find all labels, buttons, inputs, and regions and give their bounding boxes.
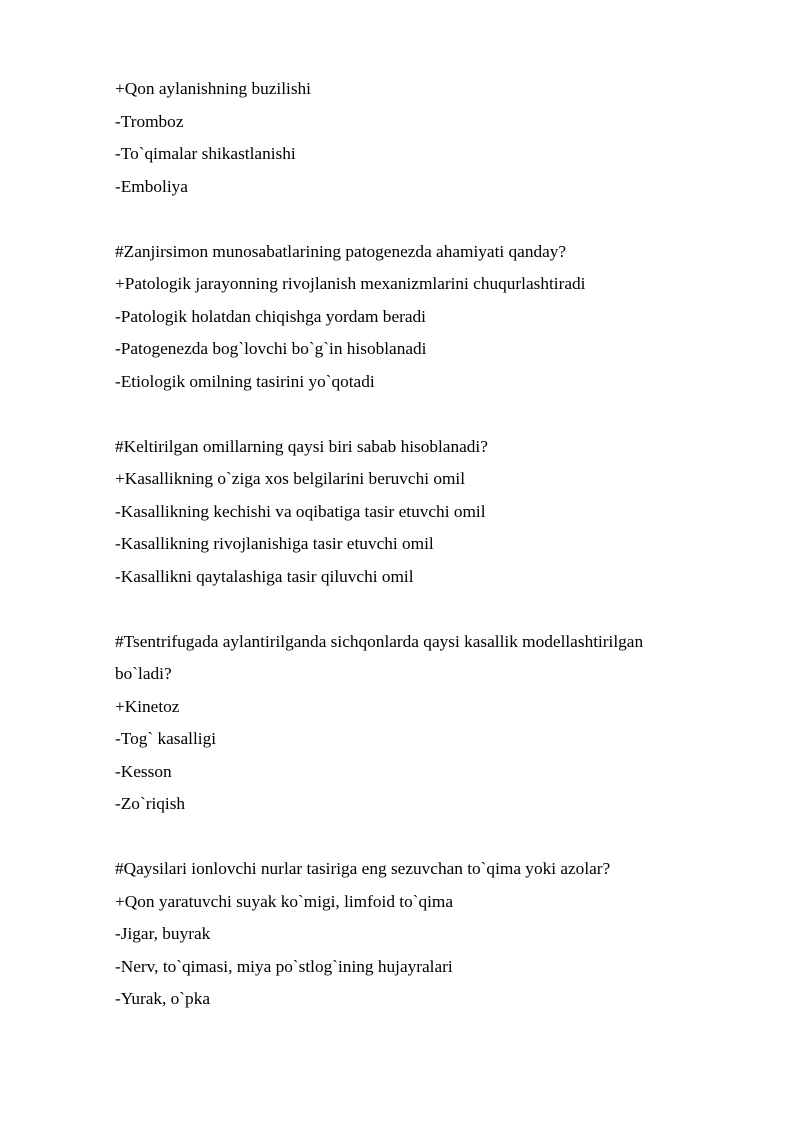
answer-option: -Kasallikning rivojlanishiga tasir etuvchi omil [115, 534, 434, 553]
answer-option: -Patologik holatdan chiqishga yordam beradi [115, 306, 426, 326]
answer-option: -Etiologik omilning tasirini yo`qotadi [115, 371, 375, 391]
answer-option: -Tromboz [115, 111, 184, 131]
question-block [115, 73, 715, 203]
answer-option: -Emboliya [115, 176, 188, 196]
question-block [115, 431, 715, 594]
answer-correct: +Patologik jarayonning rivojlanish mexanizmlarini chuqurlashtiradi [115, 274, 586, 293]
answer-correct: +Kasallikning o`ziga xos belgilarini beruvchi omil [115, 469, 466, 488]
answer-option: -Jigar, buyrak [115, 924, 211, 943]
answer-option: -Kasallikning kechishi va oqibatiga tasir etuvchi omil [115, 501, 486, 521]
answer-option: -Kesson [115, 761, 172, 781]
answer-option: -To`qimalar shikastlanishi [115, 144, 296, 163]
question-block [115, 626, 715, 821]
question-block [115, 236, 715, 399]
answer-correct: +Qon yaratuvchi suyak ko`migi, limfoid to`qima [115, 891, 454, 911]
question-text: #Tsentrifugada aylantirilganda sichqonlarda qaysi kasallik modellashtirilgan [115, 631, 644, 651]
answer-correct: +Kinetoz [115, 696, 180, 716]
spacer [115, 593, 715, 626]
answer-option: -Patogenezda bog`lovchi bo`g`in hisoblanadi [115, 339, 427, 358]
spacer [115, 398, 715, 431]
answer-option: -Tog` kasalligi [115, 729, 217, 748]
question-text: #Keltirilgan omillarning qaysi biri sabab hisoblanadi? [115, 436, 488, 456]
spacer [115, 821, 715, 854]
answer-option: -Kasallikni qaytalashiga tasir qiluvchi omil [115, 566, 414, 586]
answer-option: -Zo`riqish [115, 794, 186, 813]
question-text: #Qaysilari ionlovchi nurlar tasiriga eng sezuvchan to`qima yoki azolar? [115, 859, 611, 878]
document-page [115, 73, 715, 1016]
answer-correct: +Qon aylanishning buzilishi [115, 79, 311, 98]
question-block [115, 853, 715, 1016]
answer-option: -Nerv, to`qimasi, miya po`stlog`ining hujayralari [115, 956, 453, 976]
question-text-continuation: bo`ladi? [115, 664, 172, 683]
answer-option: -Yurak, o`pka [115, 989, 211, 1008]
spacer [115, 203, 715, 236]
question-text: #Zanjirsimon munosabatlarining patogenezda ahamiyati qanday? [115, 241, 567, 261]
